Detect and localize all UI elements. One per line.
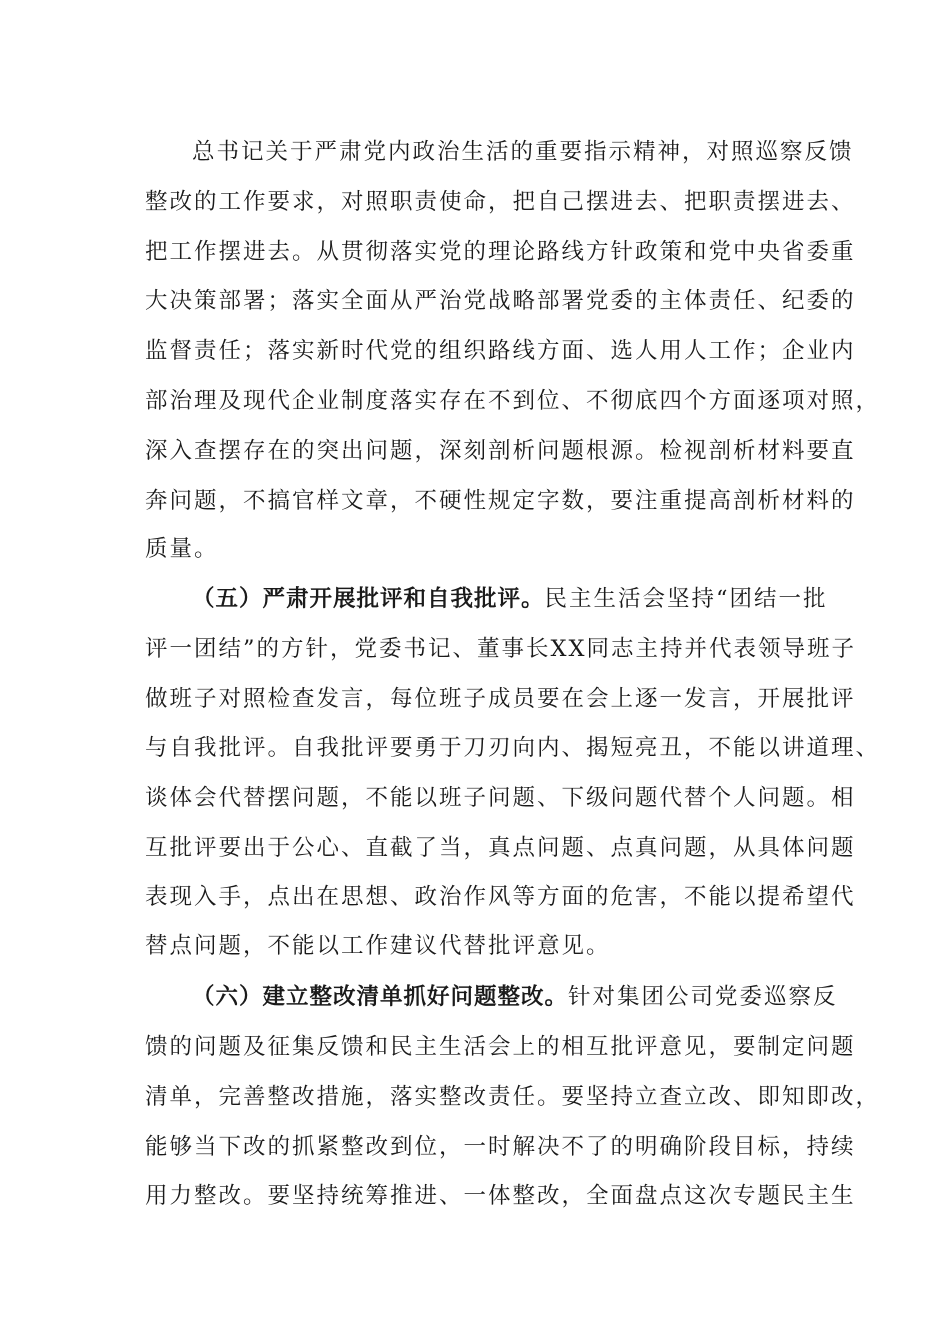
section-heading-6: （六）建立整改清单抓好问题整改。 (192, 984, 569, 1010)
text-run: 民主生活会坚持“团结一批 (544, 586, 828, 612)
text-line: 整改的工作要求，对照职责使命，把自己摆进去、把职责摆进去、 (145, 189, 856, 215)
text-line: 谈体会代替摆问题，不能以班子问题、下级问题代替个人问题。相 (145, 785, 856, 811)
text-line: 部治理及现代企业制度落实存在不到位、不彻底四个方面逐项对照， (145, 388, 881, 414)
text-line: 深入查摆存在的突出问题，深刻剖析问题根源。检视剖析材料要直 (145, 438, 856, 464)
text-line: 监督责任；落实新时代党的组织路线方面、选人用人工作；企业内 (145, 338, 856, 364)
text-line: 表现入手，点出在思想、政治作风等方面的危害，不能以提希望代 (145, 884, 856, 910)
text-line: 用力整改。要坚持统筹推进、一体整改，全面盘点这次专题民主生 (145, 1183, 856, 1209)
section-first-line (192, 980, 872, 1014)
text-line: 质量。 (145, 536, 219, 562)
text-line: 能够当下改的抓紧整改到位，一时解决不了的明确阶段目标，持续 (145, 1134, 856, 1160)
text-line: 大决策部署；落实全面从严治党战略部署党委的主体责任、纪委的 (145, 288, 856, 314)
text-line: 奔问题，不搞官样文章，不硬性规定字数，要注重提高剖析材料的 (145, 488, 856, 514)
section-heading-5: （五）严肃开展批评和自我批评。 (192, 586, 545, 612)
text-run: 针对集团公司党委巡察反 (568, 984, 838, 1010)
text-line: 与自我批评。自我批评要勇于刀刃向内、揭短亮丑，不能以讲道理、 (145, 735, 881, 761)
section-first-line (192, 582, 872, 616)
text-line: 把工作摆进去。从贯彻落实党的理论路线方针政策和党中央省委重 (145, 239, 856, 265)
text-line: 做班子对照检查发言，每位班子成员要在会上逐一发言，开展批评 (145, 686, 856, 712)
text-line: 替点问题，不能以工作建议代替批评意见。 (145, 933, 611, 959)
text-line: 总书记关于严肃党内政治生活的重要指示精神，对照巡察反馈 (192, 139, 854, 165)
text-line: 馈的问题及征集反馈和民主生活会上的相互批评意见，要制定问题 (145, 1034, 856, 1060)
text-line: 互批评要出于公心、直截了当，真点问题、点真问题，从具体问题 (145, 835, 856, 861)
text-line: 清单，完善整改措施，落实整改责任。要坚持立查立改、即知即改， (145, 1084, 881, 1110)
text-line: 评一团结”的方针，党委书记、董事长XX同志主持并代表领导班子 (145, 636, 857, 662)
